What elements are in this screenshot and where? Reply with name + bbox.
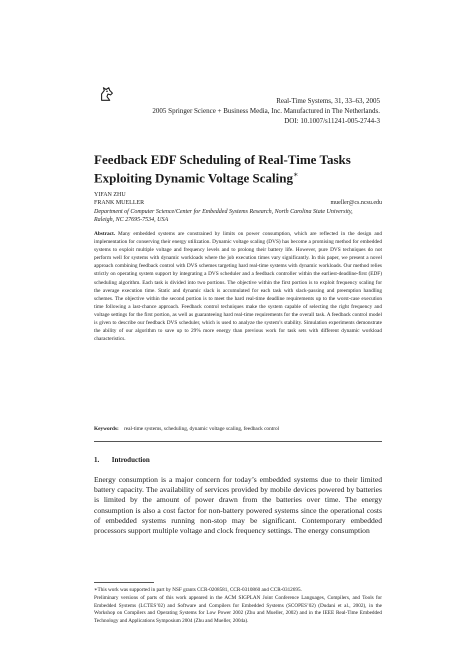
keywords-text: real-time systems, scheduling, dynamic voltage scaling, feedback control (124, 426, 280, 432)
author-email: mueller@cs.ncsu.edu (330, 200, 382, 206)
keywords-label: Keywords: (94, 426, 119, 432)
publisher-line: 2005 Springer Science + Business Media, Inc. Manufactured in The Netherlands. (152, 107, 380, 115)
section-heading (94, 456, 382, 464)
title-line-2-text: Exploiting Dynamic Voltage Scaling (94, 170, 293, 186)
journal-citation: Real-Time Systems, 31, 33–63, 2005 (276, 97, 380, 105)
section-number: 1. (94, 456, 100, 464)
affiliation (94, 208, 382, 224)
footnote-funding: ∗This work was supported in part by NSF grants CCR-0208581, CCR-0310860 and CCR-0312695. (94, 587, 302, 593)
author-block (94, 191, 382, 224)
abstract-label: Abstract. (94, 231, 116, 237)
journal-header (100, 96, 380, 126)
footnote-preliminary: Preliminary versions of parts of this work appeared in the ACM SIGPLAN Joint Conference Languages, Compilers, and Tools for Embedded Systems (LCTES’02) and Software and Compilers for Embedded Systems (SCOPES’02) (Dudani et al., 2002), in the Workshop on Compilers and Operating Systems for Low Power 2002 (Zhu and Mueller, 2002) and in the IEEE Real-Time Embedded Technology and Applications Symposium 2004 (Zhu and Mueller, 2004a). (94, 594, 382, 625)
author-2: FRANK MUELLER (94, 200, 145, 206)
doi-line: DOI: 10.1007/s11241-005-2744-3 (284, 117, 380, 125)
abstract (94, 230, 382, 343)
paper-title (94, 152, 384, 185)
author-2-row (94, 199, 382, 207)
abstract-text: Many embedded systems are constrained by limits on power consumption, which are reflected in the design and implementation for conserving their energy utilization. Dynamic voltage scaling (DVS) has become a promising method for embedded systems to exploit multiple voltage and frequency levels and to prolong their battery life. However, pure DVS techniques do not perform well for systems with dynamic workloads where the job execution times vary significantly. In this paper, we present a novel approach combining feedback control with DVS schemes targeting hard real-time systems with dynamic workloads. Our method relies strictly on operating system support by integrating a DVS scheduler and a feedback controller within the earliest-deadline-first (EDF) scheduling algorithm. Each task is divided into two portions. The objective within the first portion is to exploit frequency scaling for the average execution time. Static and dynamic slack is accumulated for each task with slack-passing and preemption handling schemes. The objective within the second portion is to meet the hard real-time deadline requirements up to the worst-case execution time following a last-chance approach. Feedback control techniques make the system capable of selecting the right frequency and voltage settings for the first portion, as well as guaranteeing hard real-time requirements for the overall task. A feedback control model is given to describe our feedback DVS scheduler, which is used to analyze the system’s stability. Simulation experiments demonstrate the ability of our algorithm to save up to 29% more energy than previous work for task sets with different dynamic workload characteristics. (94, 231, 383, 343)
title-line-2 (94, 167, 384, 185)
footnote-divider (94, 582, 154, 583)
affiliation-line-1: Department of Computer Science/Center for Embedded Systems Research, North Carolina State University, (94, 209, 353, 215)
affiliation-line-2: Raleigh, NC 27695-7534, USA (94, 217, 169, 223)
introduction-paragraph: Energy consumption is a major concern for today’s embedded systems due to their limited battery capacity. The availability of services provided by mobile devices powered by batteries is limited by the amount of power drawn from the batteries over time. The energy consumption is also a cost factor for non-battery powered systems since the operational costs of embedded systems running non-stop may be significant. Contemporary embedded processors support multiple voltage and clock frequency settings. The energy consumption (94, 475, 382, 536)
section-title: Introduction (111, 456, 150, 464)
author-1: YIFAN ZHU (94, 192, 126, 198)
title-line-1: Feedback EDF Scheduling of Real-Time Tasks (94, 152, 351, 167)
section-divider (94, 441, 382, 442)
title-footnote-mark: ∗ (293, 170, 299, 179)
footnote (94, 587, 382, 626)
keywords (94, 425, 382, 433)
